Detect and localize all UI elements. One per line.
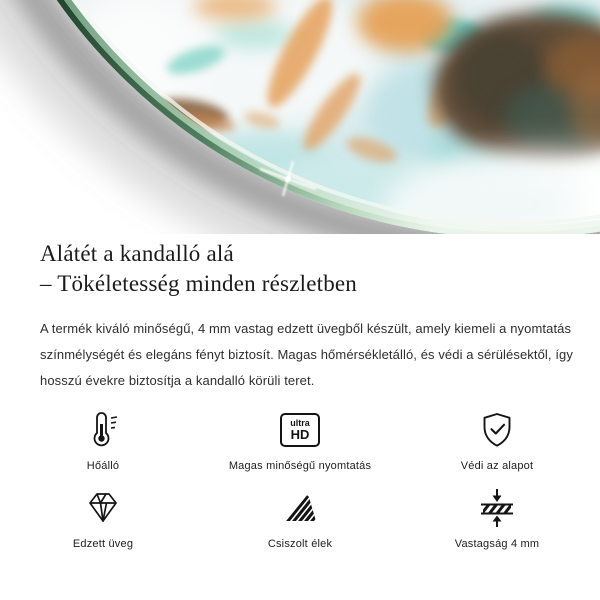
feature-polished-edges xyxy=(268,486,332,550)
feature-label: Edzett üveg xyxy=(72,538,134,550)
polished-edges-icon xyxy=(280,486,320,530)
feature-label: Magas minőségű nyomtatás xyxy=(228,460,372,472)
shield-check-icon xyxy=(477,408,517,452)
feature-heat-resistant xyxy=(83,408,123,472)
ultra-hd-text-top: ultra xyxy=(290,418,310,428)
description-section xyxy=(0,239,600,550)
glass-pad-illustration xyxy=(0,0,600,234)
feature-thickness xyxy=(455,486,540,550)
ultra-hd-text-bottom: HD xyxy=(290,427,310,442)
page-title xyxy=(40,239,560,299)
feature-label: Védi az alapot xyxy=(460,460,534,472)
feature-print-quality xyxy=(229,408,371,472)
feature-label: Csiszolt élek xyxy=(267,538,333,550)
page-title-line1: Alátét a kandalló alá xyxy=(40,241,234,266)
features-grid xyxy=(40,408,560,550)
ultra-hd-icon xyxy=(280,408,320,452)
product-paragraph xyxy=(40,316,573,394)
feature-label: Hőálló xyxy=(86,460,120,472)
product-image xyxy=(0,0,600,234)
page-title-line2: – Tökéletesség minden részletben xyxy=(40,271,358,296)
feature-protects-base xyxy=(461,408,534,472)
paragraph-line: hosszú évekre biztosítja a kandalló körüli teret. xyxy=(40,373,315,388)
diamond-icon xyxy=(83,486,123,530)
thickness-icon xyxy=(477,486,517,530)
paragraph-line: színmélységét és elegáns fényt biztosít. Magas hőmérsékletálló, és védi a sérülésektől, így xyxy=(40,347,573,362)
paragraph-line: A termék kiváló minőségű, 4 mm vastag edzett üvegből készült, amely kiemeli a nyomtatás xyxy=(40,321,572,336)
feature-tempered-glass xyxy=(73,486,133,550)
feature-label: Vastagság 4 mm xyxy=(454,538,540,550)
thermometer-icon xyxy=(83,408,123,452)
